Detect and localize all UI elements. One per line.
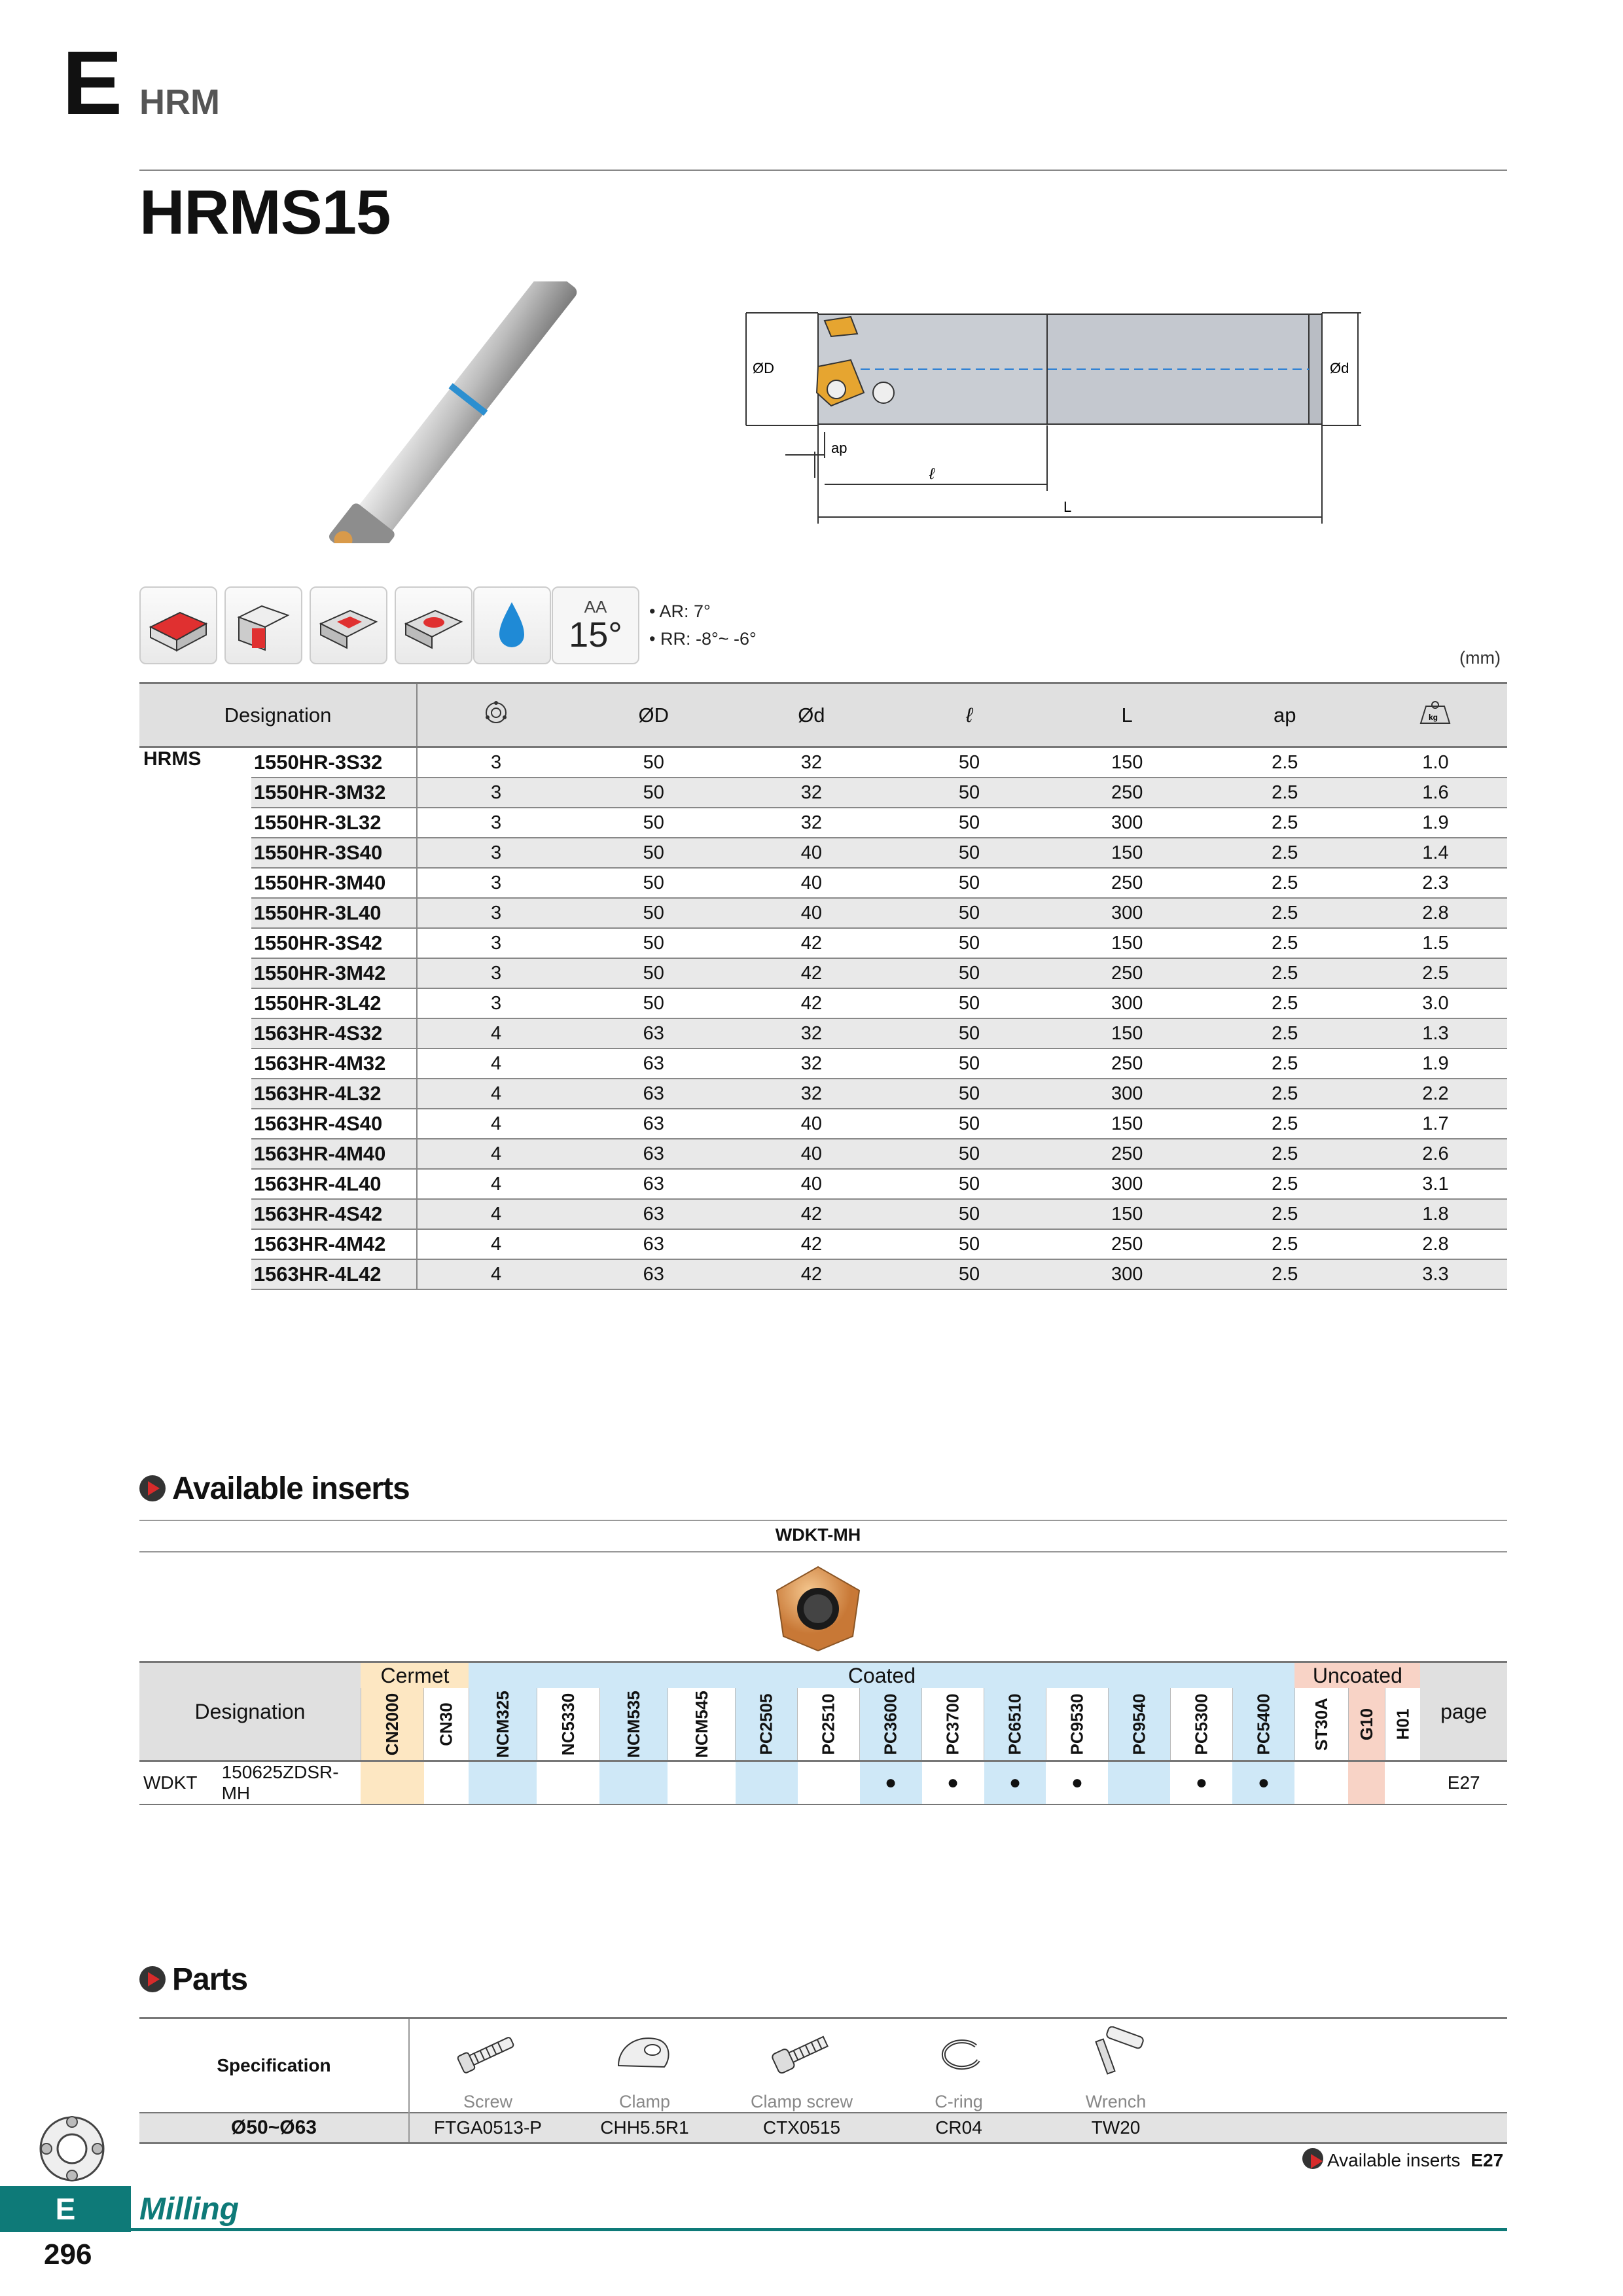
part-code: CR04 (880, 2113, 1037, 2144)
grade-header: PC5400 (1232, 1688, 1294, 1761)
value-cell: 63 (575, 1229, 732, 1259)
value-cell: 50 (575, 838, 732, 868)
value-cell: 50 (575, 988, 732, 1018)
value-cell: 63 (575, 1199, 732, 1229)
grade-header: ST30A (1294, 1688, 1348, 1761)
part-type-label: Clamp (618, 2092, 671, 2111)
table-row (139, 1079, 1507, 1109)
helical-milling-icon (395, 586, 473, 664)
value-cell: 50 (890, 1109, 1048, 1139)
value-cell: 3 (417, 808, 575, 838)
svg-text:kg: kg (1429, 712, 1438, 722)
value-cell: 2.5 (1206, 838, 1364, 868)
chapter-label: Milling (139, 2192, 239, 2227)
part-code: TW20 (1037, 2113, 1194, 2144)
designation-cell: 1563HR-4L32 (251, 1079, 417, 1109)
c-ring-icon (880, 2018, 1037, 2089)
grade-header: PC9530 (1046, 1688, 1108, 1761)
value-cell: 2.5 (1206, 1259, 1364, 1289)
rake-angle-notes (649, 598, 757, 653)
part-type-label: Wrench (1085, 2092, 1147, 2111)
value-cell: 63 (575, 1018, 732, 1049)
value-cell: 300 (1048, 898, 1206, 928)
part-code: CHH5.5R1 (566, 2113, 723, 2144)
col-d: Ød (732, 683, 890, 747)
value-cell: 250 (1048, 778, 1206, 808)
table-row (139, 1199, 1507, 1229)
value-cell: 50 (890, 1018, 1048, 1049)
parts-heading: Parts (139, 1962, 247, 1998)
grade-header: H01 (1385, 1688, 1420, 1761)
grade-header: PC2505 (736, 1688, 798, 1761)
grade-availability: ● (1046, 1761, 1108, 1805)
value-cell: 4 (417, 1018, 575, 1049)
value-cell: 63 (575, 1079, 732, 1109)
grade-header: PC3700 (922, 1688, 984, 1761)
table-row (139, 988, 1507, 1018)
value-cell: 2.5 (1206, 1018, 1364, 1049)
designation-cell: 1563HR-4M40 (251, 1139, 417, 1169)
section-letter: E (62, 33, 123, 134)
value-cell: 40 (732, 1109, 890, 1139)
grade-availability (599, 1761, 668, 1805)
value-cell: 32 (732, 1079, 890, 1109)
value-cell: 2.5 (1206, 988, 1364, 1018)
value-cell: 2.5 (1206, 1109, 1364, 1139)
value-cell: 32 (732, 778, 890, 808)
part-spec: Ø50~Ø63 (139, 2113, 409, 2144)
part-code: FTGA0513-P (409, 2113, 566, 2144)
screw-icon (409, 2018, 566, 2089)
value-cell: 63 (575, 1109, 732, 1139)
value-cell: 42 (732, 1199, 890, 1229)
designation-cell: 1563HR-4S42 (251, 1199, 417, 1229)
insert-grade-table (139, 1661, 1507, 1805)
grade-availability (1108, 1761, 1170, 1805)
value-cell: 1.7 (1364, 1109, 1507, 1139)
designation-cell: 1563HR-4M42 (251, 1229, 417, 1259)
designation-cell: 1550HR-3L32 (251, 808, 417, 838)
value-cell: 150 (1048, 1018, 1206, 1049)
value-cell: 50 (890, 928, 1048, 958)
grade-availability (361, 1761, 423, 1805)
value-cell: 2.6 (1364, 1139, 1507, 1169)
value-cell: 250 (1048, 1229, 1206, 1259)
aa-value: 15° (569, 615, 622, 655)
value-cell: 50 (890, 747, 1048, 778)
grade-header: NC5330 (537, 1688, 599, 1761)
available-inserts-link[interactable]: Available inserts E27 (1302, 2148, 1503, 2171)
value-cell: 40 (732, 898, 890, 928)
radial-rake: • RR: -8°~ -6° (649, 629, 757, 649)
designation-cell: 1550HR-3M40 (251, 868, 417, 898)
part-code: CTX0515 (723, 2113, 880, 2144)
value-cell: 3 (417, 838, 575, 868)
value-cell: 2.5 (1206, 898, 1364, 928)
value-cell: 40 (732, 1169, 890, 1199)
value-cell: 300 (1048, 1169, 1206, 1199)
designation-cell: 1550HR-3S42 (251, 928, 417, 958)
value-cell: 2.5 (1206, 1229, 1364, 1259)
value-cell: 4 (417, 1169, 575, 1199)
value-cell: 50 (890, 1139, 1048, 1169)
value-cell: 63 (575, 1259, 732, 1289)
available-inserts-heading: Available inserts (139, 1471, 410, 1507)
section-name: HRM (139, 82, 220, 122)
tool-spec-table (139, 682, 1507, 1290)
grade-header: PC2510 (798, 1688, 860, 1761)
ins-col-page: page (1420, 1662, 1507, 1761)
grade-availability: ● (984, 1761, 1046, 1805)
value-cell: 4 (417, 1109, 575, 1139)
value-cell: 3 (417, 747, 575, 778)
grade-availability (1294, 1761, 1348, 1805)
d-label: Ød (1330, 360, 1349, 376)
clamp-screw-icon (723, 2018, 880, 2089)
value-cell: 42 (732, 958, 890, 988)
value-cell: 2.8 (1364, 898, 1507, 928)
value-cell: 1.9 (1364, 1049, 1507, 1079)
value-cell: 4 (417, 1049, 575, 1079)
clamp-icon (566, 2018, 723, 2089)
grade-availability (798, 1761, 860, 1805)
designation-cell: 1550HR-3M32 (251, 778, 417, 808)
table-row (139, 898, 1507, 928)
grade-availability (469, 1761, 537, 1805)
insert-divider (139, 1520, 1507, 1521)
value-cell: 300 (1048, 808, 1206, 838)
grade-header: PC6510 (984, 1688, 1046, 1761)
value-cell: 2.5 (1206, 1199, 1364, 1229)
value-cell: 42 (732, 1259, 890, 1289)
grade-availability (668, 1761, 736, 1805)
tool-drawing (733, 308, 1427, 530)
col-l: ℓ (890, 683, 1048, 747)
value-cell: 2.5 (1206, 868, 1364, 898)
value-cell: 40 (732, 868, 890, 898)
value-cell: 50 (575, 868, 732, 898)
col-L: L (1048, 683, 1206, 747)
value-cell: 63 (575, 1169, 732, 1199)
insert-divider (139, 1551, 1507, 1552)
group-cermet: Cermet (361, 1662, 469, 1689)
insert-page-ref: E27 (1420, 1761, 1507, 1805)
grade-availability (424, 1761, 469, 1805)
value-cell: 300 (1048, 1259, 1206, 1289)
designation-cell: 1563HR-4S40 (251, 1109, 417, 1139)
value-cell: 3.1 (1364, 1169, 1507, 1199)
value-cell: 32 (732, 747, 890, 778)
col-od: ØD (575, 683, 732, 747)
milling-cutter-icon (36, 2113, 108, 2185)
value-cell: 50 (890, 988, 1048, 1018)
chapter-line (131, 2228, 1507, 2231)
value-cell: 50 (890, 778, 1048, 808)
value-cell: 3.0 (1364, 988, 1507, 1018)
table-row (139, 868, 1507, 898)
value-cell: 2.5 (1206, 747, 1364, 778)
grade-availability: ● (1170, 1761, 1232, 1805)
value-cell: 3 (417, 868, 575, 898)
designation-cell: 1550HR-3S32 (251, 747, 417, 778)
value-cell: 63 (575, 1139, 732, 1169)
value-cell: 3.3 (1364, 1259, 1507, 1289)
value-cell: 3 (417, 898, 575, 928)
designation-cell: 1563HR-4L42 (251, 1259, 417, 1289)
grade-header: PC3600 (860, 1688, 922, 1761)
value-cell: 2.2 (1364, 1079, 1507, 1109)
parts-col-spec: Specification (139, 2018, 409, 2113)
value-cell: 3 (417, 958, 575, 988)
grade-availability (1348, 1761, 1385, 1805)
od-label: ØD (753, 360, 774, 376)
header-divider (139, 170, 1507, 171)
grade-header: CN30 (424, 1688, 469, 1761)
value-cell: 50 (575, 778, 732, 808)
table-row (139, 1109, 1507, 1139)
designation-cell: 1550HR-3M42 (251, 958, 417, 988)
value-cell: 2.5 (1364, 958, 1507, 988)
table-row (139, 838, 1507, 868)
value-cell: 4 (417, 1199, 575, 1229)
table-row (139, 928, 1507, 958)
table-row (139, 1049, 1507, 1079)
table-row (139, 778, 1507, 808)
value-cell: 150 (1048, 928, 1206, 958)
page-number: 296 (44, 2238, 92, 2270)
wrench-icon (1037, 2018, 1194, 2089)
part-type-label: C-ring (935, 2092, 983, 2111)
value-cell: 50 (890, 1079, 1048, 1109)
series-name: HRMS (143, 748, 202, 770)
col-designation: Designation (139, 683, 417, 747)
value-cell: 50 (575, 747, 732, 778)
value-cell: 50 (890, 1229, 1048, 1259)
face-milling-icon (139, 586, 217, 664)
designation-cell: 1550HR-3L40 (251, 898, 417, 928)
grade-availability: ● (860, 1761, 922, 1805)
grade-header: G10 (1348, 1688, 1385, 1761)
value-cell: 2.5 (1206, 808, 1364, 838)
value-cell: 2.5 (1206, 1049, 1364, 1079)
L-label: L (1063, 499, 1072, 515)
value-cell: 42 (732, 988, 890, 1018)
designation-cell: 1563HR-4L40 (251, 1169, 417, 1199)
grade-availability: ● (922, 1761, 984, 1805)
approach-angle-box (552, 586, 639, 664)
grade-header: PC5300 (1170, 1688, 1232, 1761)
grade-availability: ● (1232, 1761, 1294, 1805)
value-cell: 50 (890, 1259, 1048, 1289)
table-row (139, 1259, 1507, 1289)
table-row (139, 1229, 1507, 1259)
value-cell: 4 (417, 1229, 575, 1259)
aa-label: AA (584, 597, 607, 617)
part-type-label: Clamp screw (750, 2092, 853, 2111)
section-arrow-icon (139, 1966, 166, 1992)
table-row (139, 1169, 1507, 1199)
grade-availability (537, 1761, 599, 1805)
value-cell: 300 (1048, 988, 1206, 1018)
l-label: ℓ (929, 465, 935, 483)
value-cell: 50 (575, 928, 732, 958)
shoulder-milling-icon (224, 586, 302, 664)
table-row (139, 958, 1507, 988)
designation-cell: 1563HR-4M32 (251, 1049, 417, 1079)
unit-note: (mm) (1459, 648, 1501, 668)
value-cell: 4 (417, 1139, 575, 1169)
value-cell: 50 (890, 1049, 1048, 1079)
value-cell: 50 (890, 958, 1048, 988)
value-cell: 1.4 (1364, 838, 1507, 868)
value-cell: 32 (732, 1049, 890, 1079)
value-cell: 50 (575, 898, 732, 928)
value-cell: 150 (1048, 1109, 1206, 1139)
value-cell: 2.5 (1206, 1079, 1364, 1109)
grade-header: PC9540 (1108, 1688, 1170, 1761)
value-cell: 2.5 (1206, 778, 1364, 808)
value-cell: 50 (890, 838, 1048, 868)
value-cell: 63 (575, 1049, 732, 1079)
value-cell: 1.9 (1364, 808, 1507, 838)
value-cell: 1.5 (1364, 928, 1507, 958)
value-cell: 2.8 (1364, 1229, 1507, 1259)
value-cell: 42 (732, 1229, 890, 1259)
insert-image (769, 1559, 867, 1657)
ap-label: ap (831, 440, 847, 456)
value-cell: 3 (417, 778, 575, 808)
value-cell: 42 (732, 928, 890, 958)
designation-cell: 1550HR-3S40 (251, 838, 417, 868)
value-cell: 2.5 (1206, 1139, 1364, 1169)
insert-name: WDKT-MH (775, 1525, 861, 1545)
value-cell: 50 (575, 958, 732, 988)
value-cell: 50 (575, 808, 732, 838)
value-cell: 250 (1048, 958, 1206, 988)
value-cell: 4 (417, 1079, 575, 1109)
teeth-count-icon (417, 683, 575, 747)
axial-rake: • AR: 7° (649, 601, 711, 621)
value-cell: 1.6 (1364, 778, 1507, 808)
chapter-tab[interactable]: E (0, 2186, 131, 2232)
value-cell: 150 (1048, 747, 1206, 778)
pocket-milling-icon (310, 586, 387, 664)
value-cell: 150 (1048, 1199, 1206, 1229)
table-row (139, 747, 1507, 778)
col-ap: ap (1206, 683, 1364, 747)
value-cell: 50 (890, 868, 1048, 898)
grade-availability (1385, 1761, 1420, 1805)
value-cell: 50 (890, 808, 1048, 838)
value-cell: 32 (732, 1018, 890, 1049)
insert-series: WDKT (139, 1761, 209, 1805)
grade-header: NCM545 (668, 1688, 736, 1761)
value-cell: 250 (1048, 1049, 1206, 1079)
designation-cell: 1563HR-4S32 (251, 1018, 417, 1049)
grade-availability (736, 1761, 798, 1805)
value-cell: 1.0 (1364, 747, 1507, 778)
value-cell: 3 (417, 928, 575, 958)
designation-cell: 1550HR-3L42 (251, 988, 417, 1018)
value-cell: 4 (417, 1259, 575, 1289)
group-coated: Coated (469, 1662, 1294, 1689)
value-cell: 2.3 (1364, 868, 1507, 898)
value-cell: 3 (417, 988, 575, 1018)
value-cell: 40 (732, 838, 890, 868)
value-cell: 2.5 (1206, 1169, 1364, 1199)
table-row (139, 1139, 1507, 1169)
section-arrow-icon (139, 1475, 166, 1501)
grade-header: CN2000 (361, 1688, 423, 1761)
value-cell: 150 (1048, 838, 1206, 868)
group-uncoated: Uncoated (1294, 1662, 1420, 1689)
link-arrow-icon (1302, 2148, 1323, 2169)
value-cell: 50 (890, 898, 1048, 928)
page-title: HRMS15 (139, 177, 391, 247)
ins-col-designation: Designation (139, 1662, 361, 1761)
coolant-icon (473, 586, 551, 664)
parts-table (139, 2017, 1507, 2144)
value-cell: 32 (732, 808, 890, 838)
value-cell: 40 (732, 1139, 890, 1169)
value-cell: 1.3 (1364, 1018, 1507, 1049)
grade-header: NCM325 (469, 1688, 537, 1761)
value-cell: 2.5 (1206, 958, 1364, 988)
grade-header: NCM535 (599, 1688, 668, 1761)
value-cell: 1.8 (1364, 1199, 1507, 1229)
weight-kg-icon (1364, 683, 1507, 747)
table-row (139, 1018, 1507, 1049)
part-type-label: Screw (463, 2092, 512, 2111)
value-cell: 50 (890, 1169, 1048, 1199)
value-cell: 250 (1048, 1139, 1206, 1169)
tool-photo (275, 281, 641, 543)
value-cell: 2.5 (1206, 928, 1364, 958)
insert-designation: 150625ZDSR-MH (209, 1761, 361, 1805)
value-cell: 250 (1048, 868, 1206, 898)
table-row (139, 808, 1507, 838)
value-cell: 50 (890, 1199, 1048, 1229)
value-cell: 300 (1048, 1079, 1206, 1109)
